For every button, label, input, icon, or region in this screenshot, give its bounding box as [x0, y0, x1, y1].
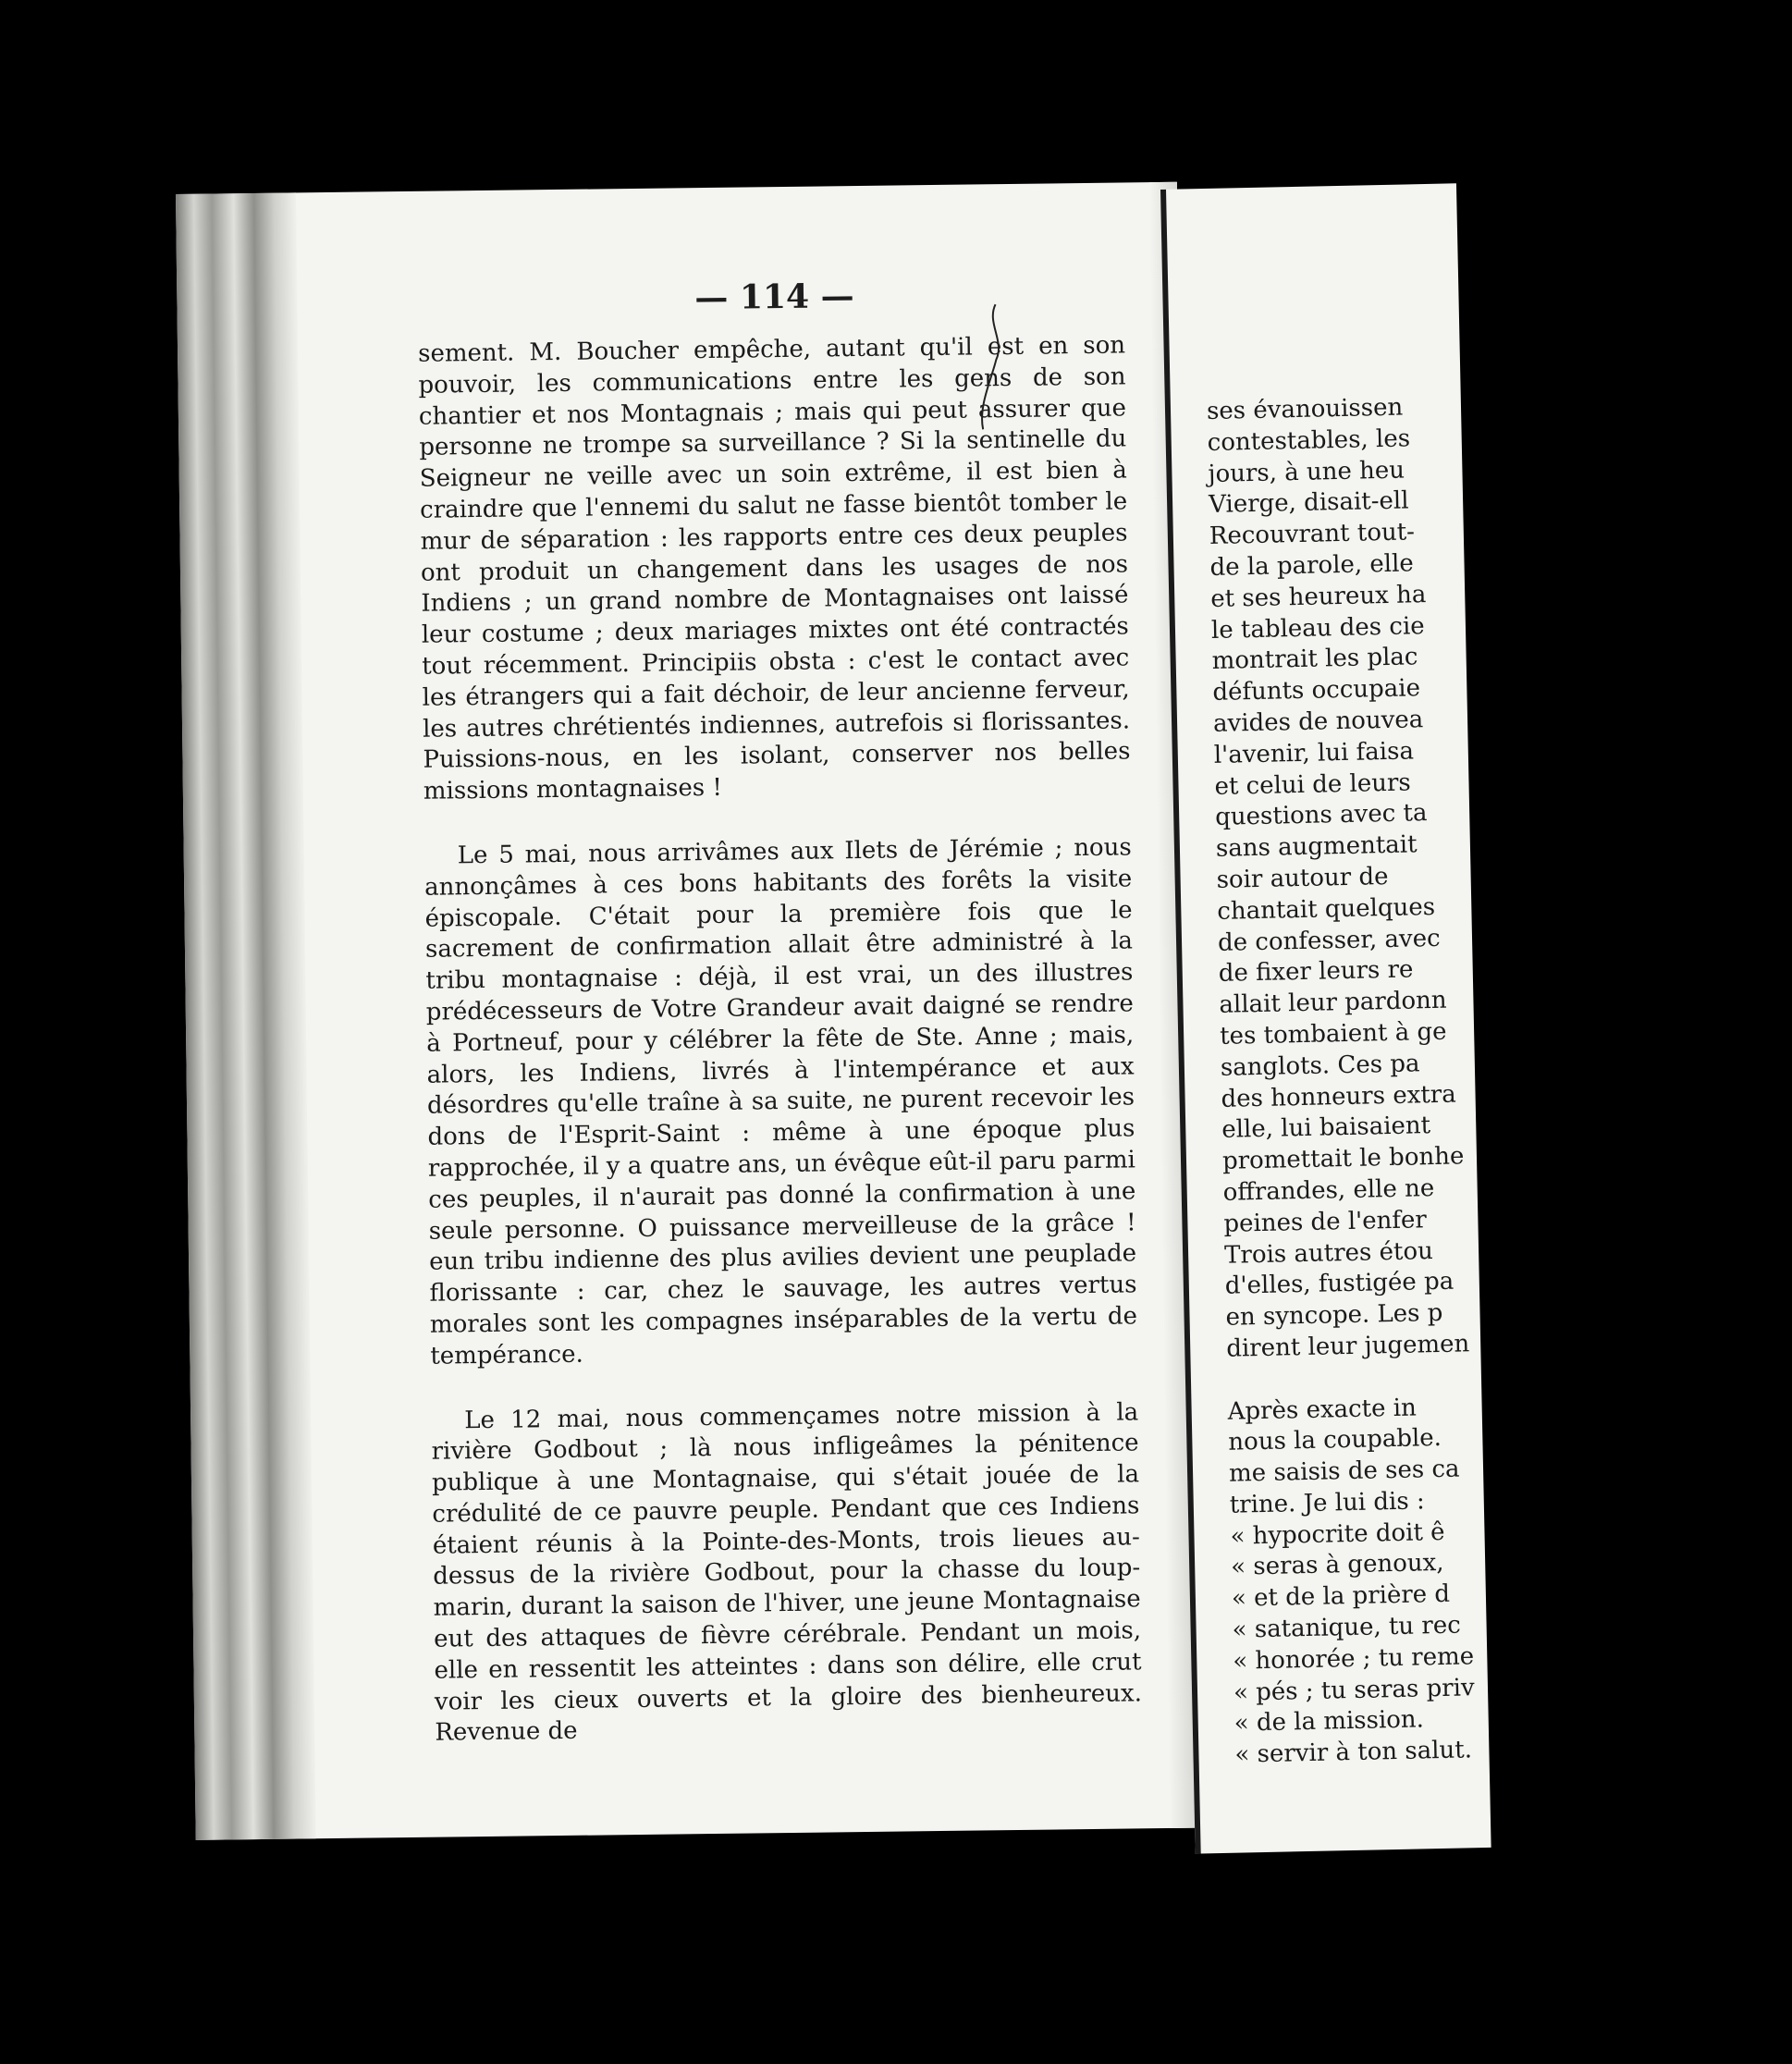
right-page: [1160, 183, 1491, 1853]
right-page-line: et ses heureux ha: [1209, 580, 1427, 613]
right-page-line: montrait les plac: [1211, 643, 1418, 676]
right-page-line: nous la coupable.: [1228, 1424, 1442, 1457]
page-number: — 114 —: [694, 276, 854, 318]
right-page-line: dirent leur jugemen: [1225, 1330, 1470, 1363]
right-page-line: soir autour de: [1216, 862, 1389, 894]
left-page: [176, 182, 1197, 1840]
right-page-line: de fixer leurs re: [1218, 955, 1414, 989]
right-page-line: « servir à ton salut.: [1234, 1736, 1473, 1769]
right-page-line: de confesser, avec: [1217, 924, 1441, 957]
right-page-line: en syncope. Les p: [1225, 1298, 1443, 1332]
right-page-line: promettait le bonhe: [1221, 1142, 1465, 1175]
right-page-line: et celui de leurs: [1214, 768, 1412, 801]
right-page-line: sanglots. Ces pa: [1220, 1050, 1420, 1082]
right-page-line: « hypocrite doit ê: [1230, 1517, 1445, 1551]
right-page-line: questions avec ta: [1214, 799, 1428, 832]
right-page-line: « honorée ; tu reme: [1233, 1642, 1475, 1676]
right-page-text: [1207, 385, 1790, 1771]
pen-mark: [968, 304, 1025, 435]
right-page-line: « de la mission.: [1234, 1705, 1425, 1738]
right-page-line: de la parole, elle: [1209, 549, 1415, 582]
right-page-line: « satanique, tu rec: [1232, 1611, 1462, 1644]
paragraph: Le 12 mai, nous commençames notre mission à la rivière Godbout ; là nous infligeâmes la pénitence publique à une Montagnaise, qui s'était jouée de la crédulité de ce pauvre peuple. Pendant que ces Indiens étaient réunis à la Pointe-des-Monts, trois lieues au-dessus de la rivière Godbout, pour la chasse du loup-marin, durant la saison de l'hiver, une jeune Montagnaise eut des attaques de fièvre cérébrale. Pendant un mois, elle en ressentit les atteintes : dans son délire, elle crut voir les cieux ouverts et la gloire des bienheureux. Revenue de: [431, 1397, 1143, 1748]
right-page-line: Après exacte in: [1227, 1393, 1418, 1426]
right-page-line: jours, à une heu: [1208, 456, 1405, 488]
right-page-line: avides de nouvea: [1212, 706, 1424, 738]
right-page-line: tes tombaient à ge: [1219, 1017, 1447, 1050]
right-page-line: trine. Je lui dis :: [1229, 1487, 1425, 1519]
page-edge: [176, 192, 316, 1839]
right-page-line: « seras à genoux,: [1230, 1549, 1444, 1582]
right-page-line: défunts occupaie: [1212, 674, 1421, 707]
right-page-line: allait leur pardonn: [1219, 986, 1447, 1020]
body-text: [418, 330, 1143, 1749]
right-page-line: me saisis de ses ca: [1228, 1455, 1460, 1488]
right-page-line: peines de l'enfer: [1223, 1205, 1428, 1238]
paragraph: Le 5 mai, nous arrivâmes aux Ilets de Jérémie ; nous annonçâmes à ces bons habitants des forêts la visite épiscopale. C'était pour la première fois que le sacrement de confirmation allait être administré à la tribu montagnaise : déjà, il est vrai, un des illustres prédécesseurs de Votre Grandeur avait daigné se rendre à Portneuf, pour y célébrer la fête de Ste. Anne ; mais, alors, les Indiens, livrés à l'intempérance et aux désordres qu'elle traîne à sa suite, ne purent recevoir les dons de l'Esprit-Saint : même à une époque plus rapprochée, il y a quatre ans, un évêque eût-il paru parmi ces peuples, il n'aurait pas donné la confirmation à une seule personne. O puissance merveilleuse de la grâce ! eun tribu indienne des plus avilies devient une peuplade florissante : car, chez le sauvage, les autres vertus morales sont les compagnes inséparables de la vertu de tempérance.: [423, 833, 1138, 1370]
right-page-line: d'elles, fustigée pa: [1224, 1267, 1454, 1301]
right-page-line: « pés ; tu seras priv: [1233, 1673, 1475, 1707]
paragraph: sement. M. Boucher empêche, autant qu'il est en son pouvoir, les communications entre les gens de son chantier et nos Montagnais ; mais qui peut assurer que personne ne trompe sa surveillance ? Si la sentinelle du Seigneur ne veille avec un soin extrême, il est bien à craindre que l'ennemi du salut ne fasse bientôt tomber le mur de séparation : les rapports entre ces deux peuples ont produit un changement dans les usages de nos Indiens ; un grand nombre de Montagnaises ont laissé leur costume ; deux mariages mixtes ont été contractés tout récemment. Principiis obsta : c'est le contact avec les étrangers qui a fait déchoir, de leur ancienne ferveur, les autres chrétientés indiennes, autrefois si florissantes. Puissions-nous, en les isolant, conserver nos belles missions montagnaises !: [417, 331, 1131, 805]
right-page-line: offrandes, elle ne: [1222, 1173, 1435, 1207]
right-page-line: contestables, les: [1207, 424, 1411, 457]
right-page-line: « et de la prière d: [1231, 1580, 1451, 1614]
right-page-line: sans augmentait: [1215, 830, 1418, 864]
right-page-line: Recouvrant tout-: [1209, 518, 1416, 551]
right-page-line: chantait quelques: [1217, 892, 1436, 926]
right-page-line: le tableau des cie: [1210, 611, 1425, 645]
right-page-line: l'avenir, lui faisa: [1213, 737, 1415, 769]
right-page-line: Vierge, disait-ell: [1208, 486, 1409, 520]
right-page-line: Trois autres étou: [1223, 1236, 1434, 1270]
right-page-line: ses évanouissen: [1206, 393, 1404, 426]
right-page-line: des honneurs extra: [1221, 1080, 1456, 1113]
right-page-line: elle, lui baisaient: [1221, 1112, 1431, 1145]
